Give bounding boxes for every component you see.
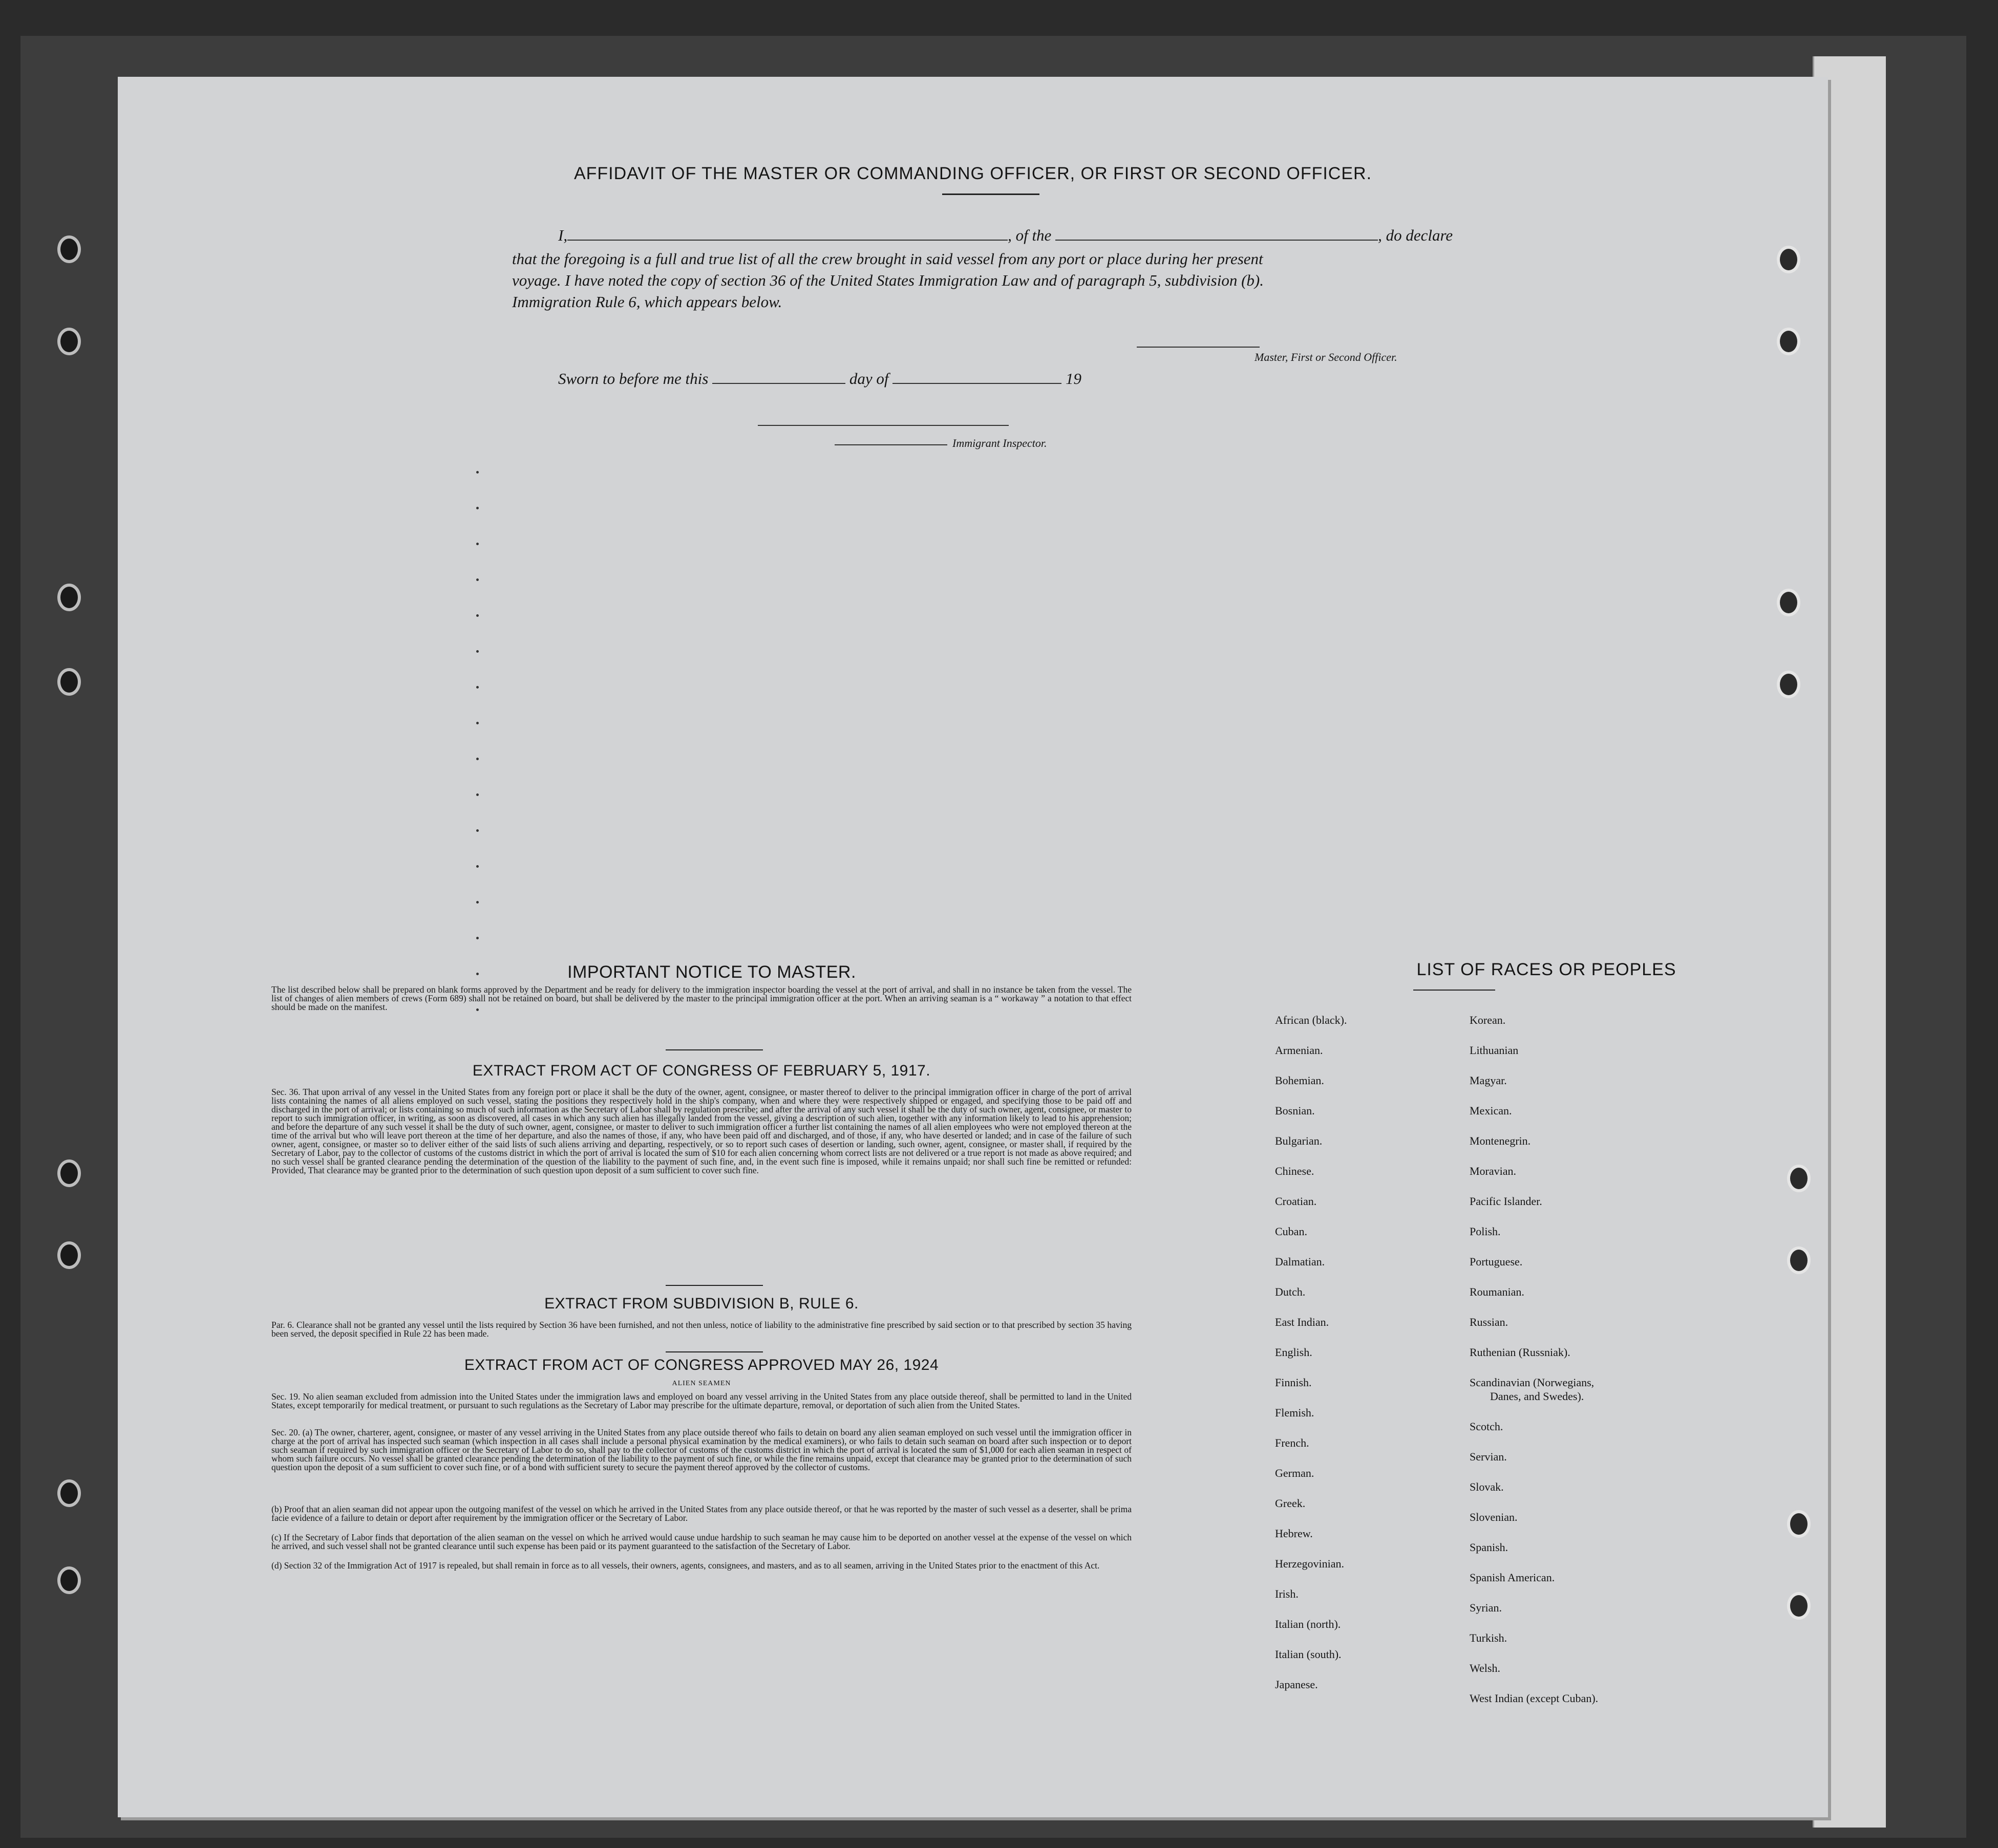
race-item: Scandinavian (Norwegians,: [1470, 1376, 1595, 1389]
sworn-text: Sworn to before me this: [558, 370, 709, 388]
extract-1924-title: EXTRACT FROM ACT OF CONGRESS APPROVED MAY 26, 1924: [464, 1357, 939, 1373]
race-item: Turkish.: [1470, 1631, 1507, 1644]
races-title: LIST OF RACES OR PEOPLES: [1416, 960, 1676, 979]
binder-hole-icon: [1777, 246, 1800, 273]
margin-dot: [476, 543, 479, 545]
race-item: English.: [1275, 1346, 1312, 1359]
race-item: Bohemian.: [1275, 1074, 1324, 1087]
margin-dot: [476, 793, 479, 796]
race-item: Irish.: [1275, 1587, 1299, 1600]
race-item: Montenegrin.: [1470, 1134, 1531, 1147]
race-item: Polish.: [1470, 1225, 1501, 1238]
extract-1924-sec19: Sec. 19. No alien seaman excluded from admission into the United States under the immigration laws and employed on board any vessel arriving in the United States from any place outside thereof, shall be permitted to land in the United States, except temporarily for medical treatment, or pursuant to such regulations as the Secretary of Labor may prescribe for the ultimate departure, removal, or deportation of such alien from the United States.: [271, 1391, 1132, 1410]
race-item: Syrian.: [1470, 1601, 1502, 1614]
race-item: Italian (north).: [1275, 1618, 1341, 1630]
race-item: Spanish American.: [1470, 1571, 1555, 1584]
binder-hole-icon: [1787, 1247, 1811, 1274]
race-item: Cuban.: [1275, 1225, 1307, 1238]
race-item: Pacific Islander.: [1470, 1195, 1542, 1208]
notice-text: The list described below shall be prepared on blank forms approved by the Department and be ready for delivery to the immigration inspector boarding the vessel at the port of arrival, and shall in no instance be taken from the vessel. The list of changes of alien members of crews (Form 689) shall not be retained on board, but shall be delivered by the master to the principal immigration officer at the port. When an arriving seaman is a “ workaway ” a notation to that effect should be made on the manifest.: [271, 984, 1132, 1012]
binder-hole-icon: [57, 1479, 81, 1507]
race-item: Roumanian.: [1470, 1285, 1524, 1298]
race-item: Flemish.: [1275, 1406, 1314, 1419]
binder-hole-icon: [1777, 328, 1800, 355]
notice-title: IMPORTANT NOTICE TO MASTER.: [567, 962, 856, 982]
race-item: Dalmatian.: [1275, 1255, 1325, 1268]
inspector-signature-field[interactable]: [758, 425, 1009, 426]
race-item: Welsh.: [1470, 1662, 1500, 1674]
extract-1924-sec20a: Sec. 20. (a) The owner, charterer, agent, consignee, or master of any vessel arriving in the United States from any place outside thereof who fails to detain on board any alien seaman employed on such vessel until the immigration officer in charge at the port of arrival has inspected such seaman (which inspection in all cases shall include a personal physical examination by the medical examiners), or who fails to detain such seaman on board after such inspection or to deport such seaman if required by such immigration officer or the Secretary of Labor to do so, shall pay to the collector of customs of the customs district in which the port of arrival is located the sum of $1,000 for each alien seaman in respect of whom such failure occurs. No vessel shall be granted clearance pending the determination of the liability to the payment of such fine, or while the fine remains unpaid, except that clearance may be granted prior to the determination of such question upon the deposit of a sum sufficient to cover such fine, or of a bond with sufficient surety to secure the payment thereof approved by the collector of customs.: [271, 1427, 1132, 1472]
extract-1917-text: Sec. 36. That upon arrival of any vessel in the United States from any foreign port or place it shall be the duty of the owner, agent, consignee, or master thereof to deliver to the principal immigration officer in charge of the port of arrival lists containing the names of all aliens employed on such vessel, stating the positions they respectively hold in the ship's company, when and where they were respectively shipped or engaged, and specifying those to be paid off and discharged in the port of arrival; or lists containing so much of such information as the Secretary of Labor shall by regulation prescribe; and after the arrival of any such vessel it shall be the duty of such owner, agent, consignee, or master to report to such immigration officer, in writing, as soon as discovered, all cases in which any such alien has illegally landed from the vessel, giving a description of such alien, together with any information likely to lead to his apprehension; and before the departure of any such vessel it shall be the duty of such owner, agent, consignee, or master to deliver to such immigration officer a further list containing the names of all alien employees who were not employed thereon at the time of the arrival but who will leave port thereon at the time of her departure, and also the names of those, if any, who have been paid off and discharged, and of those, if any, who have deserted or landed; and in case of the failure of such owner, agent, consignee, or master so to deliver either of the said lists of such aliens arriving and departing, respectively, or so to report such cases of desertion or landing, such owner, agent, consignee, or master shall, if required by the Secretary of Labor, pay to the collector of customs of the customs district in which the port of arrival is located the sum of $10 for each alien concerning whom correct lists are not delivered or a true report is not made as above required; and no such vessel shall be granted clearance pending the determination of the question of the liability to the payment of such fine, and, in the event such fine is imposed, while it remains unpaid; nor shall such fine be remitted or refunded: Provided, That clearance may be granted prior to the determination of such question upon deposit of a sum sufficient to cover such fine.: [271, 1087, 1132, 1175]
race-item: African (black).: [1275, 1014, 1347, 1026]
affidavit-body-line: that the foregoing is a full and true list of all the crew brought in said vessel from any port or place during her present: [512, 250, 1263, 268]
race-item: French.: [1275, 1436, 1309, 1449]
affidavit-body-line: voyage. I have noted the copy of section 36 of the United States Immigration Law and of paragraph 5, subdivision (b).: [512, 271, 1264, 289]
race-item: Russian.: [1470, 1316, 1508, 1328]
extract-1924-sec20d: (d) Section 32 of the Immigration Act of 1917 is repealed, but shall remain in force as to all vessels, their owners, agents, consignees, and masters, and as to all seamen, arriving in the United States prior to the enactment of this Act.: [271, 1560, 1100, 1571]
race-item: Hebrew.: [1275, 1527, 1313, 1540]
sworn-line: [558, 369, 1081, 388]
binder-hole-icon: [1777, 589, 1800, 616]
binder-hole-icon: [57, 584, 81, 611]
master-caption: Master, First or Second Officer.: [1255, 351, 1397, 363]
affidavit-body-line: Immigration Rule 6, which appears below.: [512, 293, 782, 311]
vessel-name-field[interactable]: [1055, 225, 1378, 241]
declare-text: , do declare: [1378, 226, 1453, 244]
margin-dot: [476, 507, 479, 509]
binder-hole-icon: [1787, 1592, 1811, 1620]
affidavit-title: AFFIDAVIT OF THE MASTER OR COMMANDING OFFICER, OR FIRST OR SECOND OFFICER.: [573, 164, 1372, 183]
sworn-month-field[interactable]: [892, 369, 1061, 384]
extract-1924-sec20b: (b) Proof that an alien seaman did not appear upon the outgoing manifest of the vessel on which he arrived in the United States from any place outside thereof, or that he was reported by the master of such vessel as a deserter, shall be prima facie evidence of a failure to detain or deport after requirement by the immigration officer or the Secretary of Labor.: [271, 1504, 1132, 1523]
margin-dot: [476, 471, 479, 474]
race-item: Slovak.: [1470, 1480, 1504, 1493]
binder-hole-icon: [57, 668, 81, 696]
race-item: East Indian.: [1275, 1316, 1329, 1328]
race-item: Servian.: [1470, 1450, 1507, 1463]
race-item: Armenian.: [1275, 1044, 1323, 1057]
year-prefix: 19: [1065, 370, 1081, 388]
race-item: Spanish.: [1470, 1541, 1508, 1554]
races-title-underline: [1413, 990, 1495, 991]
section-divider: [666, 1285, 763, 1286]
race-item: Slovenian.: [1470, 1511, 1518, 1523]
race-item: Dutch.: [1275, 1285, 1306, 1298]
race-item: Magyar.: [1470, 1074, 1507, 1087]
race-item: Moravian.: [1470, 1165, 1517, 1177]
binder-hole-icon: [57, 1241, 81, 1269]
race-item: Portuguese.: [1470, 1255, 1523, 1268]
margin-dot: [476, 901, 479, 904]
race-item: Ruthenian (Russniak).: [1470, 1346, 1570, 1359]
race-item: Finnish.: [1275, 1376, 1312, 1389]
declarant-label: I,: [558, 226, 568, 244]
declarant-name-field[interactable]: [567, 225, 1008, 241]
margin-dot: [476, 686, 479, 689]
binder-hole-icon: [1787, 1510, 1811, 1538]
race-item: West Indian (except Cuban).: [1470, 1692, 1599, 1705]
section-divider: [666, 1351, 763, 1352]
race-item: Mexican.: [1470, 1104, 1512, 1117]
race-item: Herzegovinian.: [1275, 1557, 1344, 1570]
master-signature-field[interactable]: [1137, 347, 1260, 348]
margin-dot: [476, 614, 479, 617]
race-item: Bulgarian.: [1275, 1134, 1323, 1147]
race-item: Scotch.: [1470, 1420, 1503, 1433]
race-item: Chinese.: [1275, 1165, 1314, 1177]
margin-dot: [476, 829, 479, 832]
margin-dot: [476, 650, 479, 653]
extract-1917-title: EXTRACT FROM ACT OF CONGRESS OF FEBRUARY 5, 1917.: [472, 1062, 931, 1079]
sworn-day-field[interactable]: [712, 369, 845, 384]
binder-hole-icon: [57, 1566, 81, 1594]
title-underline: [942, 194, 1039, 195]
binder-hole-icon: [57, 235, 81, 263]
binder-hole-icon: [1777, 671, 1800, 698]
race-item: Danes, and Swedes).: [1490, 1390, 1584, 1403]
margin-dot: [476, 937, 479, 939]
margin-dot: [476, 865, 479, 868]
section-divider: [666, 1049, 763, 1050]
race-item: Korean.: [1470, 1014, 1506, 1026]
form-page: [118, 77, 1828, 1817]
race-item: Lithuanian: [1470, 1044, 1519, 1057]
binder-hole-icon: [1787, 1165, 1811, 1192]
declarant-line: [558, 225, 1644, 245]
race-item: Italian (south).: [1275, 1648, 1342, 1661]
binder-hole-icon: [57, 328, 81, 355]
inspector-caption: Immigrant Inspector.: [952, 437, 1047, 449]
margin-dot: [476, 758, 479, 760]
race-item: Bosnian.: [1275, 1104, 1315, 1117]
inspector-signature-stub: [835, 444, 947, 445]
day-of-text: day of: [849, 370, 889, 388]
race-item: Japanese.: [1275, 1678, 1318, 1691]
vessel-label: , of the: [1008, 226, 1052, 244]
margin-dot: [476, 578, 479, 581]
margin-dot: [476, 722, 479, 724]
race-item: Greek.: [1275, 1497, 1306, 1510]
subdivision-b-text: Par. 6. Clearance shall not be granted any vessel until the lists required by Section 36 have been furnished, and not then unless, notice of liability to the administrative fine prescribed by said section or to that prescribed by section 35 having been served, the deposit specified in Rule 22 has been made.: [271, 1320, 1132, 1339]
extract-1924-sec20c: (c) If the Secretary of Labor finds that deportation of the alien seaman on the vessel on which he arrived would cause undue hardship to such seaman he may cause him to be deported on another vessel at the expense of the vessel on which he arrived, and such vessel shall not be granted clearance until such expense has been paid or its payment guaranteed to the satisfaction of the Secretary of Labor.: [271, 1532, 1132, 1551]
race-item: German.: [1275, 1467, 1314, 1479]
binder-hole-icon: [57, 1159, 81, 1187]
subdivision-b-title: EXTRACT FROM SUBDIVISION B, RULE 6.: [544, 1295, 859, 1312]
extract-1924-subtitle: ALIEN SEAMEN: [672, 1380, 731, 1387]
race-item: Croatian.: [1275, 1195, 1317, 1208]
